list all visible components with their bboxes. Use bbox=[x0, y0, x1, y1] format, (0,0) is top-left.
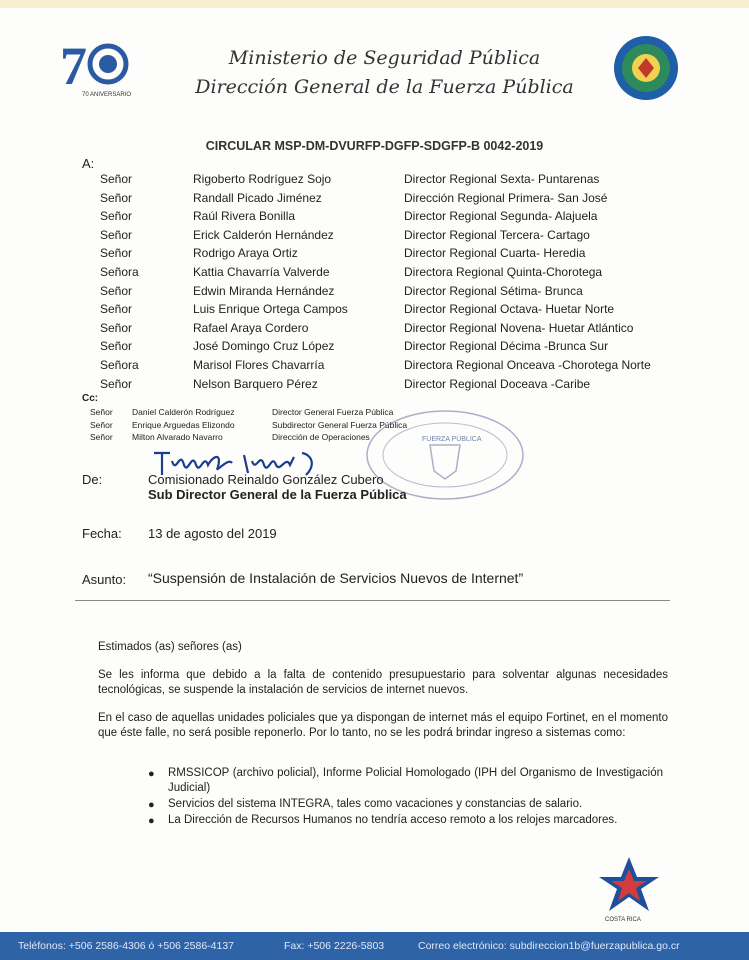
recipient-role: Directora Regional Quinta-Chorotega bbox=[404, 265, 603, 279]
svg-text:FUERZA PÚBLICA: FUERZA PÚBLICA bbox=[422, 436, 482, 443]
footer-phones: Teléfonos: +506 2586-4306 ó +506 2586-4137 bbox=[18, 940, 235, 952]
from-label: De: bbox=[82, 472, 103, 487]
footer-email[interactable]: Correo electrónico: subdireccion1b@fuerzapublica.go.cr bbox=[418, 940, 680, 952]
divider bbox=[75, 600, 670, 601]
recipient-name: Marisol Flores Chavarría bbox=[193, 358, 325, 372]
recipient-row bbox=[0, 321, 749, 339]
recipient-title: Señor bbox=[100, 190, 133, 205]
from-name: Comisionado Reinaldo González Cubero bbox=[148, 472, 384, 487]
paragraph-1: Se les informa que debido a la falta de contenido presupuestario para solventar algunas necesidades tecnológicas, se suspende la instalación de servicios de internet nuevos. bbox=[98, 669, 668, 696]
recipient-role: Directora Regional Onceava -Chorotega Norte bbox=[404, 358, 651, 372]
svg-text:70 ANIVERSARIO: 70 ANIVERSARIO bbox=[82, 92, 132, 98]
recipient-name: José Domingo Cruz López bbox=[193, 339, 335, 354]
bullet-icon: ● bbox=[148, 768, 155, 780]
cc-role: Subdirector General Fuerza Pública bbox=[272, 419, 408, 430]
recipient-role: Director Regional Octava- Huetar Norte bbox=[404, 302, 615, 317]
recipient-name: Luis Enrique Ortega Campos bbox=[193, 302, 348, 317]
recipient-title: Señor bbox=[100, 246, 133, 261]
recipient-title: Señor bbox=[100, 339, 133, 354]
from-role: Sub Director General de la Fuerza Pública bbox=[148, 487, 407, 502]
recipient-title: Señor bbox=[100, 172, 133, 186]
date-label: Fecha: bbox=[82, 526, 122, 541]
cc-name: Daniel Calderón Rodríguez bbox=[132, 407, 235, 417]
recipient-name: Kattia Chavarría Valverde bbox=[193, 265, 330, 279]
date-value: 13 de agosto del 2019 bbox=[148, 526, 277, 541]
cc-title: Señor bbox=[90, 432, 113, 442]
paragraph-2: En el caso de aquellas unidades policiales que ya dispongan de internet más el equipo Fortinet, en el momento que éste falle, no será posible reponerlo. Por lo tanto, no se les podrá brindar ingreso a sistemas como: bbox=[98, 712, 668, 739]
fuerza-publica-seal bbox=[612, 34, 680, 102]
recipient-name: Erick Calderón Hernández bbox=[193, 227, 334, 242]
svg-text:7: 7 bbox=[60, 38, 87, 96]
recipient-row bbox=[0, 339, 749, 357]
cc-title: Señor bbox=[90, 407, 113, 417]
recipient-row bbox=[0, 246, 749, 264]
to-label: A: bbox=[82, 156, 95, 171]
cc-role: Director General Fuerza Pública bbox=[272, 407, 394, 417]
recipient-row bbox=[0, 284, 749, 302]
recipient-role: Director Regional Cuarta- Heredia bbox=[404, 246, 586, 261]
footer-fax: Fax: +506 2226-5803 bbox=[284, 940, 385, 952]
recipient-role: Director Regional Segunda- Alajuela bbox=[404, 209, 598, 224]
recipient-row bbox=[0, 209, 749, 227]
recipient-role: Director Regional Novena- Huetar Atlántico bbox=[404, 320, 634, 335]
cc-title: Señor bbox=[90, 419, 113, 430]
recipient-role: Director Regional Doceava -Caribe bbox=[404, 376, 591, 391]
recipient-role: Director Regional Décima -Brunca Sur bbox=[404, 339, 609, 354]
recipient-title: Señor bbox=[100, 320, 133, 335]
recipient-title: Señor bbox=[100, 227, 133, 242]
recipient-name: Rigoberto Rodríguez Sojo bbox=[193, 172, 332, 186]
bullet-icon: ● bbox=[148, 799, 155, 811]
cc-name: Enrique Arguedas Elizondo bbox=[132, 419, 235, 430]
recipient-name: Raúl Rivera Bonilla bbox=[193, 209, 296, 224]
costa-rica-star-logo bbox=[597, 855, 661, 925]
bullet-item-1: RMSSICOP (archivo policial), Informe Policial Homologado (IPH del Organismo de Investigación Judicial) bbox=[168, 767, 663, 794]
recipient-row bbox=[0, 172, 749, 190]
recipient-role: Director Regional Sétima- Brunca bbox=[404, 283, 583, 298]
recipient-name: Rafael Araya Cordero bbox=[193, 320, 309, 335]
recipient-row bbox=[0, 302, 749, 320]
bullet-item-3: La Dirección de Recursos Humanos no tendría acceso remoto a los relojes marcadores. bbox=[168, 814, 618, 826]
circular-id: CIRCULAR MSP-DM-DVURFP-DGFP-SDGFP-B 0042-2019 bbox=[205, 139, 544, 153]
recipient-title: Señor bbox=[100, 302, 133, 317]
recipient-title: Señora bbox=[100, 358, 139, 372]
recipient-role: Director Regional Tercera- Cartago bbox=[404, 227, 590, 242]
recipient-title: Señor bbox=[100, 209, 133, 224]
recipient-row bbox=[0, 228, 749, 246]
subject-text: “Suspensión de Instalación de Servicios Nuevos de Internet” bbox=[148, 570, 524, 586]
recipient-row bbox=[0, 377, 749, 395]
recipient-row bbox=[0, 358, 749, 376]
recipient-name: Rodrigo Araya Ortiz bbox=[193, 246, 298, 261]
top-band bbox=[0, 0, 749, 8]
recipient-name: Edwin Miranda Hernández bbox=[193, 283, 335, 298]
cc-name: Milton Alvarado Navarro bbox=[132, 432, 223, 442]
cc-label: Cc: bbox=[82, 393, 99, 404]
greeting: Estimados (as) señores (as) bbox=[98, 641, 242, 653]
cc-role: Dirección de Operaciones bbox=[272, 432, 370, 442]
svg-text:COSTA RICA: COSTA RICA bbox=[605, 917, 641, 923]
recipient-title: Señor bbox=[100, 283, 133, 298]
recipient-row bbox=[0, 265, 749, 283]
recipient-name: Randall Picado Jiménez bbox=[193, 190, 322, 205]
recipient-role: Dirección Regional Primera- San José bbox=[404, 190, 608, 205]
subject-label: Asunto: bbox=[82, 572, 127, 587]
ministry-title: Ministerio de Seguridad Pública bbox=[228, 47, 541, 69]
recipient-row bbox=[0, 191, 749, 209]
recipient-name: Nelson Barquero Pérez bbox=[193, 376, 318, 391]
direction-title: Dirección General de la Fuerza Pública bbox=[195, 76, 574, 98]
recipient-title: Señora bbox=[100, 265, 139, 279]
bullet-icon: ● bbox=[148, 815, 155, 827]
bullet-item-2: Servicios del sistema INTEGRA, tales como vacaciones y constancias de salario. bbox=[168, 798, 583, 810]
recipient-title: Señor bbox=[100, 376, 133, 391]
recipient-role: Director Regional Sexta- Puntarenas bbox=[404, 172, 600, 186]
footer-bar bbox=[0, 932, 749, 960]
